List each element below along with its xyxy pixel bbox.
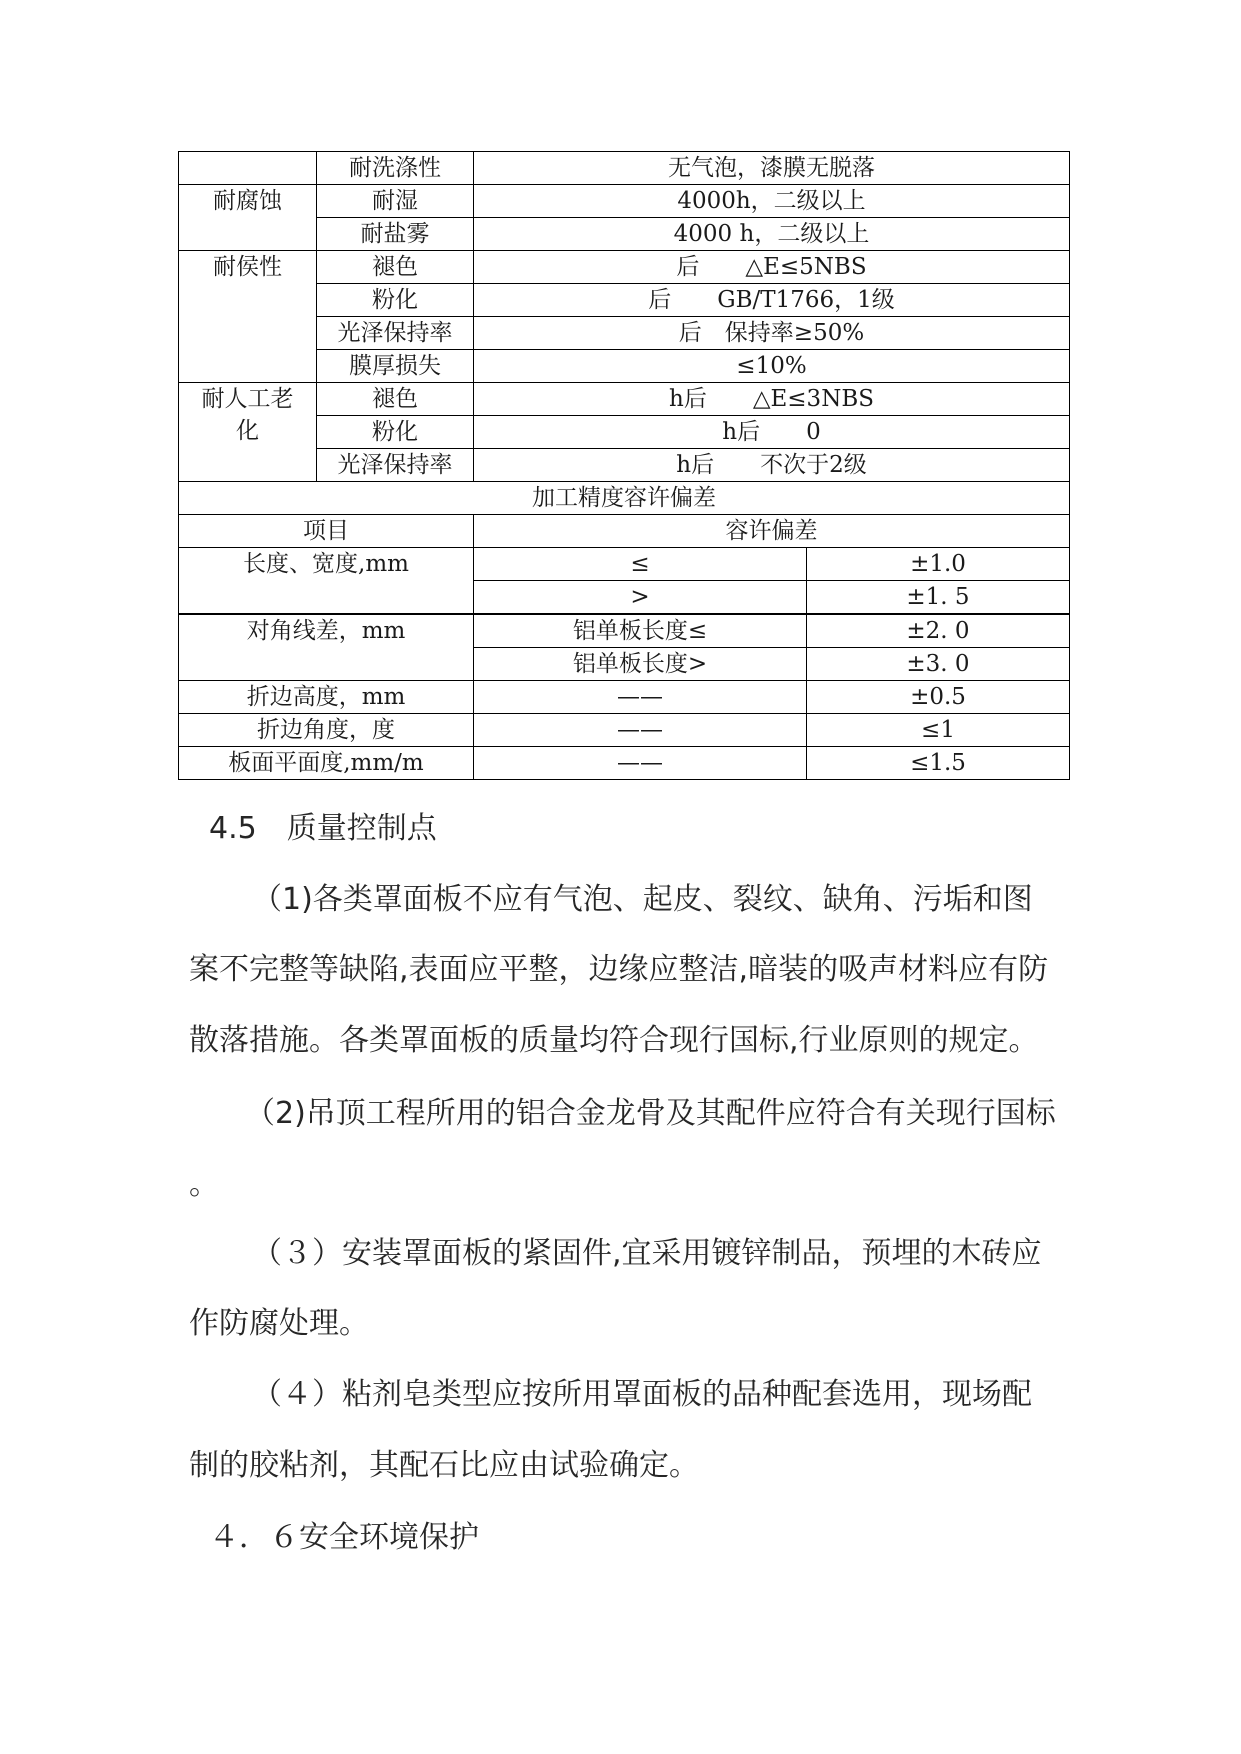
tolerance-cell: ±1.0 [807, 548, 1070, 581]
group-label: 耐人工老化 [201, 386, 294, 444]
item-cell: 褪色 [317, 251, 474, 284]
tolerance-item-cell: 折边角度，度 [179, 714, 474, 747]
paragraph-line: （2)吊顶工程所用的铝合金龙骨及其配件应符合有关现行国标 [245, 1096, 1056, 1131]
table-row [179, 681, 1070, 714]
item-cell: 褪色 [317, 383, 474, 416]
group-cell: 耐侯性 [179, 251, 317, 383]
table-row [179, 614, 1070, 648]
table-row [179, 185, 1070, 218]
paragraph-line: 。 [189, 1167, 219, 1202]
item-cell: 膜厚损失 [317, 350, 474, 383]
value-cell: 无气泡，漆膜无脱落 [474, 152, 1070, 185]
condition-cell: > [474, 581, 807, 615]
value-cell: 4000 h，二级以上 [474, 218, 1070, 251]
group-cell: 耐腐蚀 [179, 185, 317, 251]
paragraph-line: （４）粘剂皂类型应按所用罩面板的品种配套选用，现场配 [252, 1377, 1032, 1412]
value-cell: 4000h，二级以上 [474, 185, 1070, 218]
value-cell: h后 不次于2级 [474, 449, 1070, 482]
value-cell: ≤10% [474, 350, 1070, 383]
tolerance-item-cell: 板面平面度,mm/m [179, 747, 474, 780]
paragraph-line: 散落措施。各类罩面板的质量均符合现行国标,行业原则的规定。 [189, 1023, 1039, 1058]
value-cell: h后 △E≤3NBS [474, 383, 1070, 416]
item-cell: 粉化 [317, 416, 474, 449]
condition-cell: —— [474, 681, 807, 714]
table-row [179, 548, 1070, 581]
column-header-item: 项目 [179, 515, 474, 548]
tolerance-item-cell: 对角线差，mm [179, 614, 474, 681]
tolerance-item-cell: 长度、宽度,mm [179, 548, 474, 615]
item-cell: 耐湿 [317, 185, 474, 218]
condition-cell: 铝单板长度≤ [474, 614, 807, 648]
tolerance-cell: ±0.5 [807, 681, 1070, 714]
value-cell: 后 保持率≥50% [474, 317, 1070, 350]
table-row [179, 251, 1070, 284]
table-row [179, 152, 1070, 185]
paragraph-line: 案不完整等缺陷,表面应平整，边缘应整洁,暗装的吸声材料应有防 [189, 952, 1049, 987]
table-header-row [179, 515, 1070, 548]
paragraph-line: （1)各类罩面板不应有气泡、起皮、裂纹、缺角、污垢和图 [252, 882, 1033, 917]
condition-cell: 铝单板长度> [474, 648, 807, 681]
table-row [179, 383, 1070, 416]
column-header-tolerance: 容许偏差 [474, 515, 1070, 548]
item-cell: 光泽保持率 [317, 449, 474, 482]
condition-cell: —— [474, 714, 807, 747]
paragraph-line: （３）安装罩面板的紧固件,宜采用镀锌制品，预埋的木砖应 [252, 1236, 1042, 1271]
tolerance-item-cell: 折边高度，mm [179, 681, 474, 714]
tolerance-cell: ≤1.5 [807, 747, 1070, 780]
tolerance-cell: ±1. 5 [807, 581, 1070, 615]
group-cell [179, 383, 317, 482]
table-row [179, 482, 1070, 515]
tolerance-cell: ±2. 0 [807, 614, 1070, 648]
item-cell: 粉化 [317, 284, 474, 317]
section-heading: 4.5 质量控制点 [209, 811, 437, 846]
paragraph-line: 制的胶粘剂，其配石比应由试验确定。 [189, 1448, 699, 1483]
performance-spec-table [178, 151, 1070, 780]
group-cell [179, 152, 317, 185]
item-cell: 耐盐雾 [317, 218, 474, 251]
table-row [179, 714, 1070, 747]
tolerance-cell: ≤1 [807, 714, 1070, 747]
value-cell: h后 0 [474, 416, 1070, 449]
table-row [179, 747, 1070, 780]
paragraph-line: 作防腐处理。 [189, 1306, 369, 1341]
condition-cell: ≤ [474, 548, 807, 581]
section-heading: ４．６安全环境保护 [209, 1520, 479, 1555]
value-cell: 后 GB/T1766，1级 [474, 284, 1070, 317]
tolerance-title: 加工精度容许偏差 [179, 482, 1070, 515]
item-cell: 光泽保持率 [317, 317, 474, 350]
value-cell: 后 △E≤5NBS [474, 251, 1070, 284]
item-cell: 耐洗涤性 [317, 152, 474, 185]
condition-cell: —— [474, 747, 807, 780]
tolerance-cell: ±3. 0 [807, 648, 1070, 681]
